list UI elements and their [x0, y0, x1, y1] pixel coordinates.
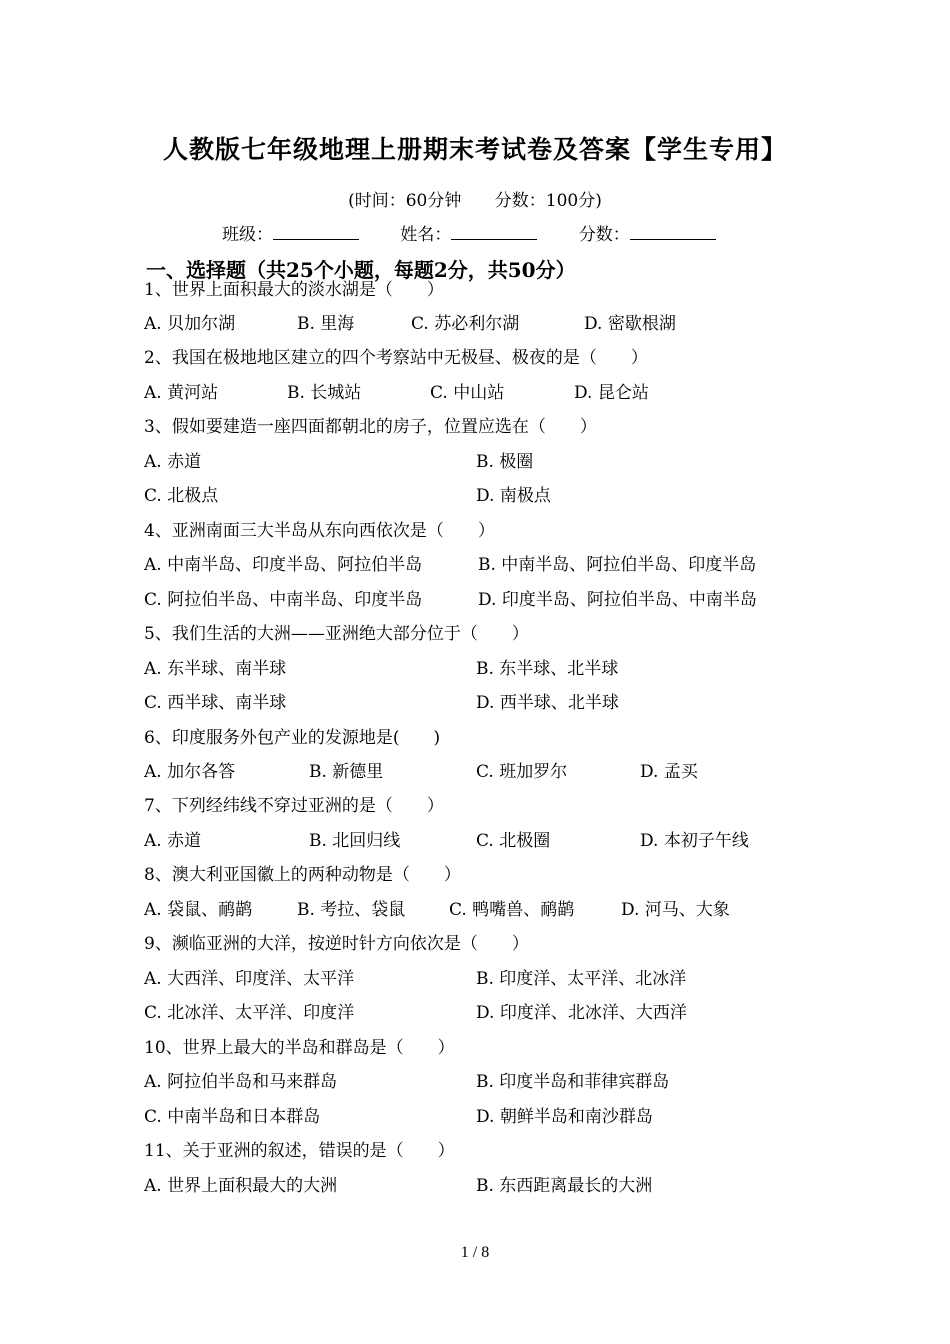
q8-option-a: A. 袋鼠、鸸鹋 — [144, 900, 253, 920]
q11-option-b: B. 东西距离最长的大洲 — [476, 1176, 653, 1196]
question-9: 9、濒临亚洲的大洋，按逆时针方向依次是（ ） — [144, 934, 529, 954]
q7-option-c: C. 北极圈 — [476, 831, 551, 851]
q4-option-c: C. 阿拉伯半岛、中南半岛、印度半岛 — [144, 590, 423, 610]
q7-option-d: D. 本初子午线 — [640, 831, 749, 851]
page-number: 1 / 8 — [460, 1244, 490, 1261]
q9-option-c: C. 北冰洋、太平洋、印度洋 — [144, 1003, 355, 1023]
name-label: 姓名： — [400, 225, 452, 245]
q5-option-c: C. 西半球、南半球 — [144, 693, 287, 713]
q10-option-b: B. 印度半岛和菲律宾群岛 — [476, 1072, 670, 1092]
q2-option-d: D. 昆仑站 — [574, 383, 649, 403]
section-heading: 一、选择题（共25个小题，每题2分，共50分） — [146, 258, 576, 282]
score-label: 分数： — [578, 225, 630, 245]
question-2: 2、我国在极地地区建立的四个考察站中无极昼、极夜的是（ ） — [144, 348, 648, 368]
class-label: 班级： — [222, 225, 273, 245]
question-7: 7、下列经纬线不穿过亚洲的是（ ） — [144, 796, 444, 816]
q3-option-b: B. 极圈 — [476, 452, 534, 472]
q8-option-b: B. 考拉、袋鼠 — [297, 900, 406, 920]
question-6: 6、印度服务外包产业的发源地是( ) — [144, 728, 441, 748]
q4-option-a: A. 中南半岛、印度半岛、阿拉伯半岛 — [144, 555, 423, 575]
q1-option-c: C. 苏必利尔湖 — [411, 314, 520, 334]
exam-meta — [0, 186, 950, 211]
total-score-label: 分数：100分) — [494, 191, 602, 211]
q3-option-c: C. 北极点 — [144, 486, 219, 506]
q3-option-a: A. 赤道 — [144, 452, 202, 472]
q8-option-c: C. 鸭嘴兽、鸸鹋 — [449, 900, 575, 920]
q6-option-b: B. 新德里 — [309, 762, 384, 782]
score-field[interactable] — [579, 220, 716, 245]
question-8: 8、澳大利亚国徽上的两种动物是（ ） — [144, 865, 461, 885]
q10-option-d: D. 朝鲜半岛和南沙群岛 — [476, 1107, 653, 1127]
q6-option-a: A. 加尔各答 — [144, 762, 236, 782]
q2-option-a: A. 黄河站 — [144, 383, 219, 403]
class-blank[interactable] — [273, 223, 359, 240]
q10-option-a: A. 阿拉伯半岛和马来群岛 — [144, 1072, 338, 1092]
name-field[interactable] — [400, 220, 537, 245]
q4-option-b: B. 中南半岛、阿拉伯半岛、印度半岛 — [478, 555, 757, 575]
q2-option-b: B. 长城站 — [287, 383, 362, 403]
q10-option-c: C. 中南半岛和日本群岛 — [144, 1107, 321, 1127]
q3-option-d: D. 南极点 — [476, 486, 551, 506]
q7-option-b: B. 北回归线 — [309, 831, 401, 851]
student-info-fields — [222, 220, 752, 245]
q1-option-d: D. 密歇根湖 — [584, 314, 676, 334]
q8-option-d: D. 河马、大象 — [621, 900, 730, 920]
q9-option-a: A. 大西洋、印度洋、太平洋 — [144, 969, 355, 989]
score-blank[interactable] — [630, 223, 716, 240]
q1-option-b: B. 里海 — [297, 314, 355, 334]
q4-option-d: D. 印度半岛、阿拉伯半岛、中南半岛 — [478, 590, 757, 610]
q6-option-c: C. 班加罗尔 — [476, 762, 568, 782]
q5-option-a: A. 东半球、南半球 — [144, 659, 287, 679]
q1-option-a: A. 贝加尔湖 — [144, 314, 236, 334]
q5-option-b: B. 东半球、北半球 — [476, 659, 619, 679]
q5-option-d: D. 西半球、北半球 — [476, 693, 619, 713]
q9-option-d: D. 印度洋、北冰洋、大西洋 — [476, 1003, 687, 1023]
q11-option-a: A. 世界上面积最大的大洲 — [144, 1176, 338, 1196]
q2-option-c: C. 中山站 — [430, 383, 505, 403]
question-10: 10、世界上最大的半岛和群岛是（ ） — [144, 1038, 455, 1058]
time-label: (时间：60分钟 — [348, 191, 462, 211]
question-3: 3、假如要建造一座四面都朝北的房子，位置应选在（ ） — [144, 417, 597, 437]
question-5: 5、我们生活的大洲——亚洲绝大部分位于（ ） — [144, 624, 529, 644]
q6-option-d: D. 孟买 — [640, 762, 698, 782]
q7-option-a: A. 赤道 — [144, 831, 202, 851]
question-1: 1、世界上面积最大的淡水湖是（ ） — [144, 280, 444, 300]
name-blank[interactable] — [451, 223, 537, 240]
question-4: 4、亚洲南面三大半岛从东向西依次是（ ） — [144, 521, 495, 541]
q9-option-b: B. 印度洋、太平洋、北冰洋 — [476, 969, 687, 989]
question-11: 11、关于亚洲的叙述，错误的是（ ） — [144, 1141, 455, 1161]
class-field[interactable] — [222, 220, 359, 245]
page-title: 人教版七年级地理上册期末考试卷及答案【学生专用】 — [162, 135, 787, 164]
